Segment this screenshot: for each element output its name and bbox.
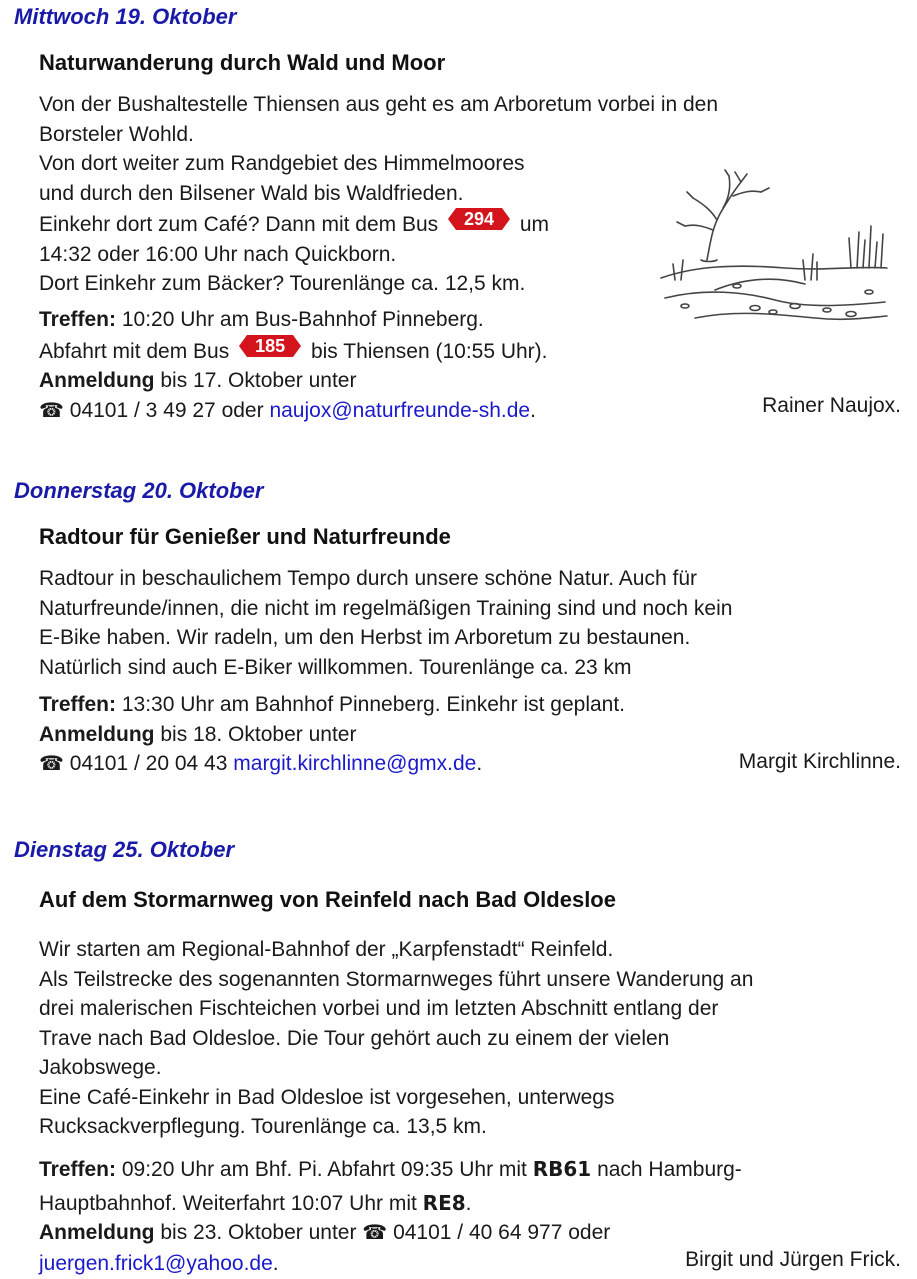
phone-icon: ☎ — [39, 399, 64, 422]
event-author-1: Rainer Naujox. — [762, 394, 901, 417]
desc-line: Dort Einkehr zum Bäcker? Tourenlänge ca. 12,5 km. — [39, 272, 526, 295]
phone-icon: ☎ — [39, 753, 64, 775]
event-date-2: Donnerstag 20. Oktober — [14, 478, 264, 503]
treffen-line-2 — [39, 1189, 742, 1219]
phone-number: 04101 / 20 04 43 — [69, 752, 228, 775]
event-title-2: Radtour für Genießer und Naturfreunde — [39, 524, 451, 549]
desc-line — [39, 208, 718, 240]
treffen-line — [39, 305, 548, 335]
treffen-text: 09:20 Uhr am Bhf. Pi. Abfahrt 09:35 Uhr mit — [121, 1158, 527, 1181]
event-date-3: Dienstag 25. Oktober — [14, 837, 235, 862]
desc-line: Radtour in beschaulichem Tempo durch unsere schöne Natur. Auch für — [39, 567, 697, 590]
treffen-text: 10:20 Uhr am Bus-Bahnhof Pinneberg. — [121, 308, 484, 331]
bus-number: 294 — [464, 209, 495, 229]
desc-line: Von der Bushaltestelle Thiensen aus geht es am Arboretum vorbei in den — [39, 93, 719, 116]
event-details-1 — [39, 305, 548, 426]
desc-line: Rucksackverpflegung. Tourenlänge ca. 13,5 km. — [39, 1115, 487, 1138]
anmeldung-text: bis 23. Oktober unter — [160, 1221, 357, 1244]
event-title-3: Auf dem Stormarnweg von Reinfeld nach Bad Oldesloe — [39, 887, 616, 912]
email-link[interactable]: naujox@naturfreunde-sh.de — [269, 398, 531, 422]
moor-landscape-illustration — [655, 168, 891, 333]
bus-number: 185 — [255, 335, 286, 356]
event-date-1: Mittwoch 19. Oktober — [14, 4, 237, 29]
desc-line: Wir starten am Regional-Bahnhof der „Karpfenstadt“ Reinfeld. — [39, 938, 614, 961]
email-link[interactable]: margit.kirchlinne@gmx.de — [233, 752, 477, 775]
event-description-2 — [39, 564, 732, 682]
contact-line — [39, 749, 625, 780]
event-details-2 — [39, 690, 625, 780]
desc-line: Als Teilstrecke des sogenannten Stormarnweges führt unsere Wanderung an — [39, 967, 754, 991]
event-title-1: Naturwanderung durch Wald und Moor — [39, 50, 446, 75]
event-description-3 — [39, 935, 753, 1142]
treffen-text: Hauptbahnhof. Weiterfahrt 10:07 Uhr mit — [39, 1191, 417, 1215]
desc-line: Von dort weiter zum Randgebiet des Himmelmoores — [39, 152, 525, 175]
desc-line: Borsteler Wohld. — [39, 122, 194, 146]
desc-line: Natürlich sind auch E-Biker willkommen. Tourenlänge ca. 23 km — [39, 655, 632, 679]
anmeldung-label: Anmeldung — [39, 722, 155, 746]
desc-line: 14:32 oder 16:00 Uhr nach Quickborn. — [39, 242, 397, 266]
contact-line — [39, 1249, 742, 1279]
email-suffix: . — [272, 1251, 279, 1275]
desc-line: Trave nach Bad Oldesloe. Die Tour gehört auch zu einem der vielen — [39, 1026, 670, 1050]
desc-line: Naturfreunde/innen, die nicht im regelmäßigen Training sind und noch kein — [39, 596, 733, 620]
phone-icon: ☎ — [362, 1222, 388, 1244]
desc-text: um — [519, 213, 550, 236]
train-line-rb61: RB61 — [532, 1157, 592, 1181]
treffen-label: Treffen: — [39, 1158, 117, 1181]
anmeldung-line — [39, 1218, 742, 1249]
phone-number: 04101 / 40 64 977 oder — [393, 1221, 611, 1244]
anmeldung-label: Anmeldung — [39, 1221, 155, 1244]
abfahrt-text: Abfahrt mit dem Bus — [39, 339, 230, 363]
email-suffix: . — [530, 398, 536, 422]
anmeldung-line — [39, 366, 548, 396]
email-link[interactable]: juergen.frick1@yahoo.de — [39, 1251, 273, 1275]
event-author-3: Birgit und Jürgen Frick. — [685, 1248, 901, 1271]
desc-text: Einkehr dort zum Café? Dann mit dem Bus — [39, 213, 439, 236]
treffen-text: 13:30 Uhr am Bahnhof Pinneberg. Einkehr ist geplant. — [121, 693, 626, 716]
desc-line: Jakobswege. — [39, 1056, 162, 1079]
treffen-line — [39, 1155, 742, 1185]
bus-line-badge-185 — [239, 335, 301, 357]
desc-line: E-Bike haben. Wir radeln, um den Herbst im Arboretum zu bestaunen. — [39, 626, 691, 649]
treffen-line — [39, 690, 625, 720]
treffen-text: nach Hamburg- — [597, 1158, 742, 1181]
desc-line: und durch den Bilsener Wald bis Waldfrieden. — [39, 181, 464, 205]
event-author-2: Margit Kirchlinne. — [738, 750, 901, 773]
event-details-3 — [39, 1155, 742, 1278]
anmeldung-text: bis 18. Oktober unter — [160, 722, 357, 746]
contact-line — [39, 396, 548, 427]
email-suffix: . — [476, 752, 483, 775]
desc-line: Eine Café-Einkehr in Bad Oldesloe ist vorgesehen, unterwegs — [39, 1085, 615, 1109]
phone-number: 04101 / 3 49 27 oder — [69, 398, 264, 422]
treffen-label: Treffen: — [39, 693, 117, 716]
desc-line: drei malerischen Fischteichen vorbei und im letzten Abschnitt entlang der — [39, 997, 719, 1020]
treffen-text: . — [465, 1191, 472, 1215]
anmeldung-text: bis 17. Oktober unter — [160, 369, 357, 392]
event-description-1 — [39, 90, 718, 299]
anmeldung-label: Anmeldung — [39, 369, 155, 392]
train-line-re8: RE8 — [422, 1190, 466, 1215]
abfahrt-line — [39, 335, 548, 367]
anmeldung-line — [39, 720, 625, 750]
bus-line-badge-294 — [448, 208, 510, 230]
abfahrt-text: bis Thiensen (10:55 Uhr). — [310, 339, 548, 363]
treffen-label: Treffen: — [39, 308, 117, 331]
